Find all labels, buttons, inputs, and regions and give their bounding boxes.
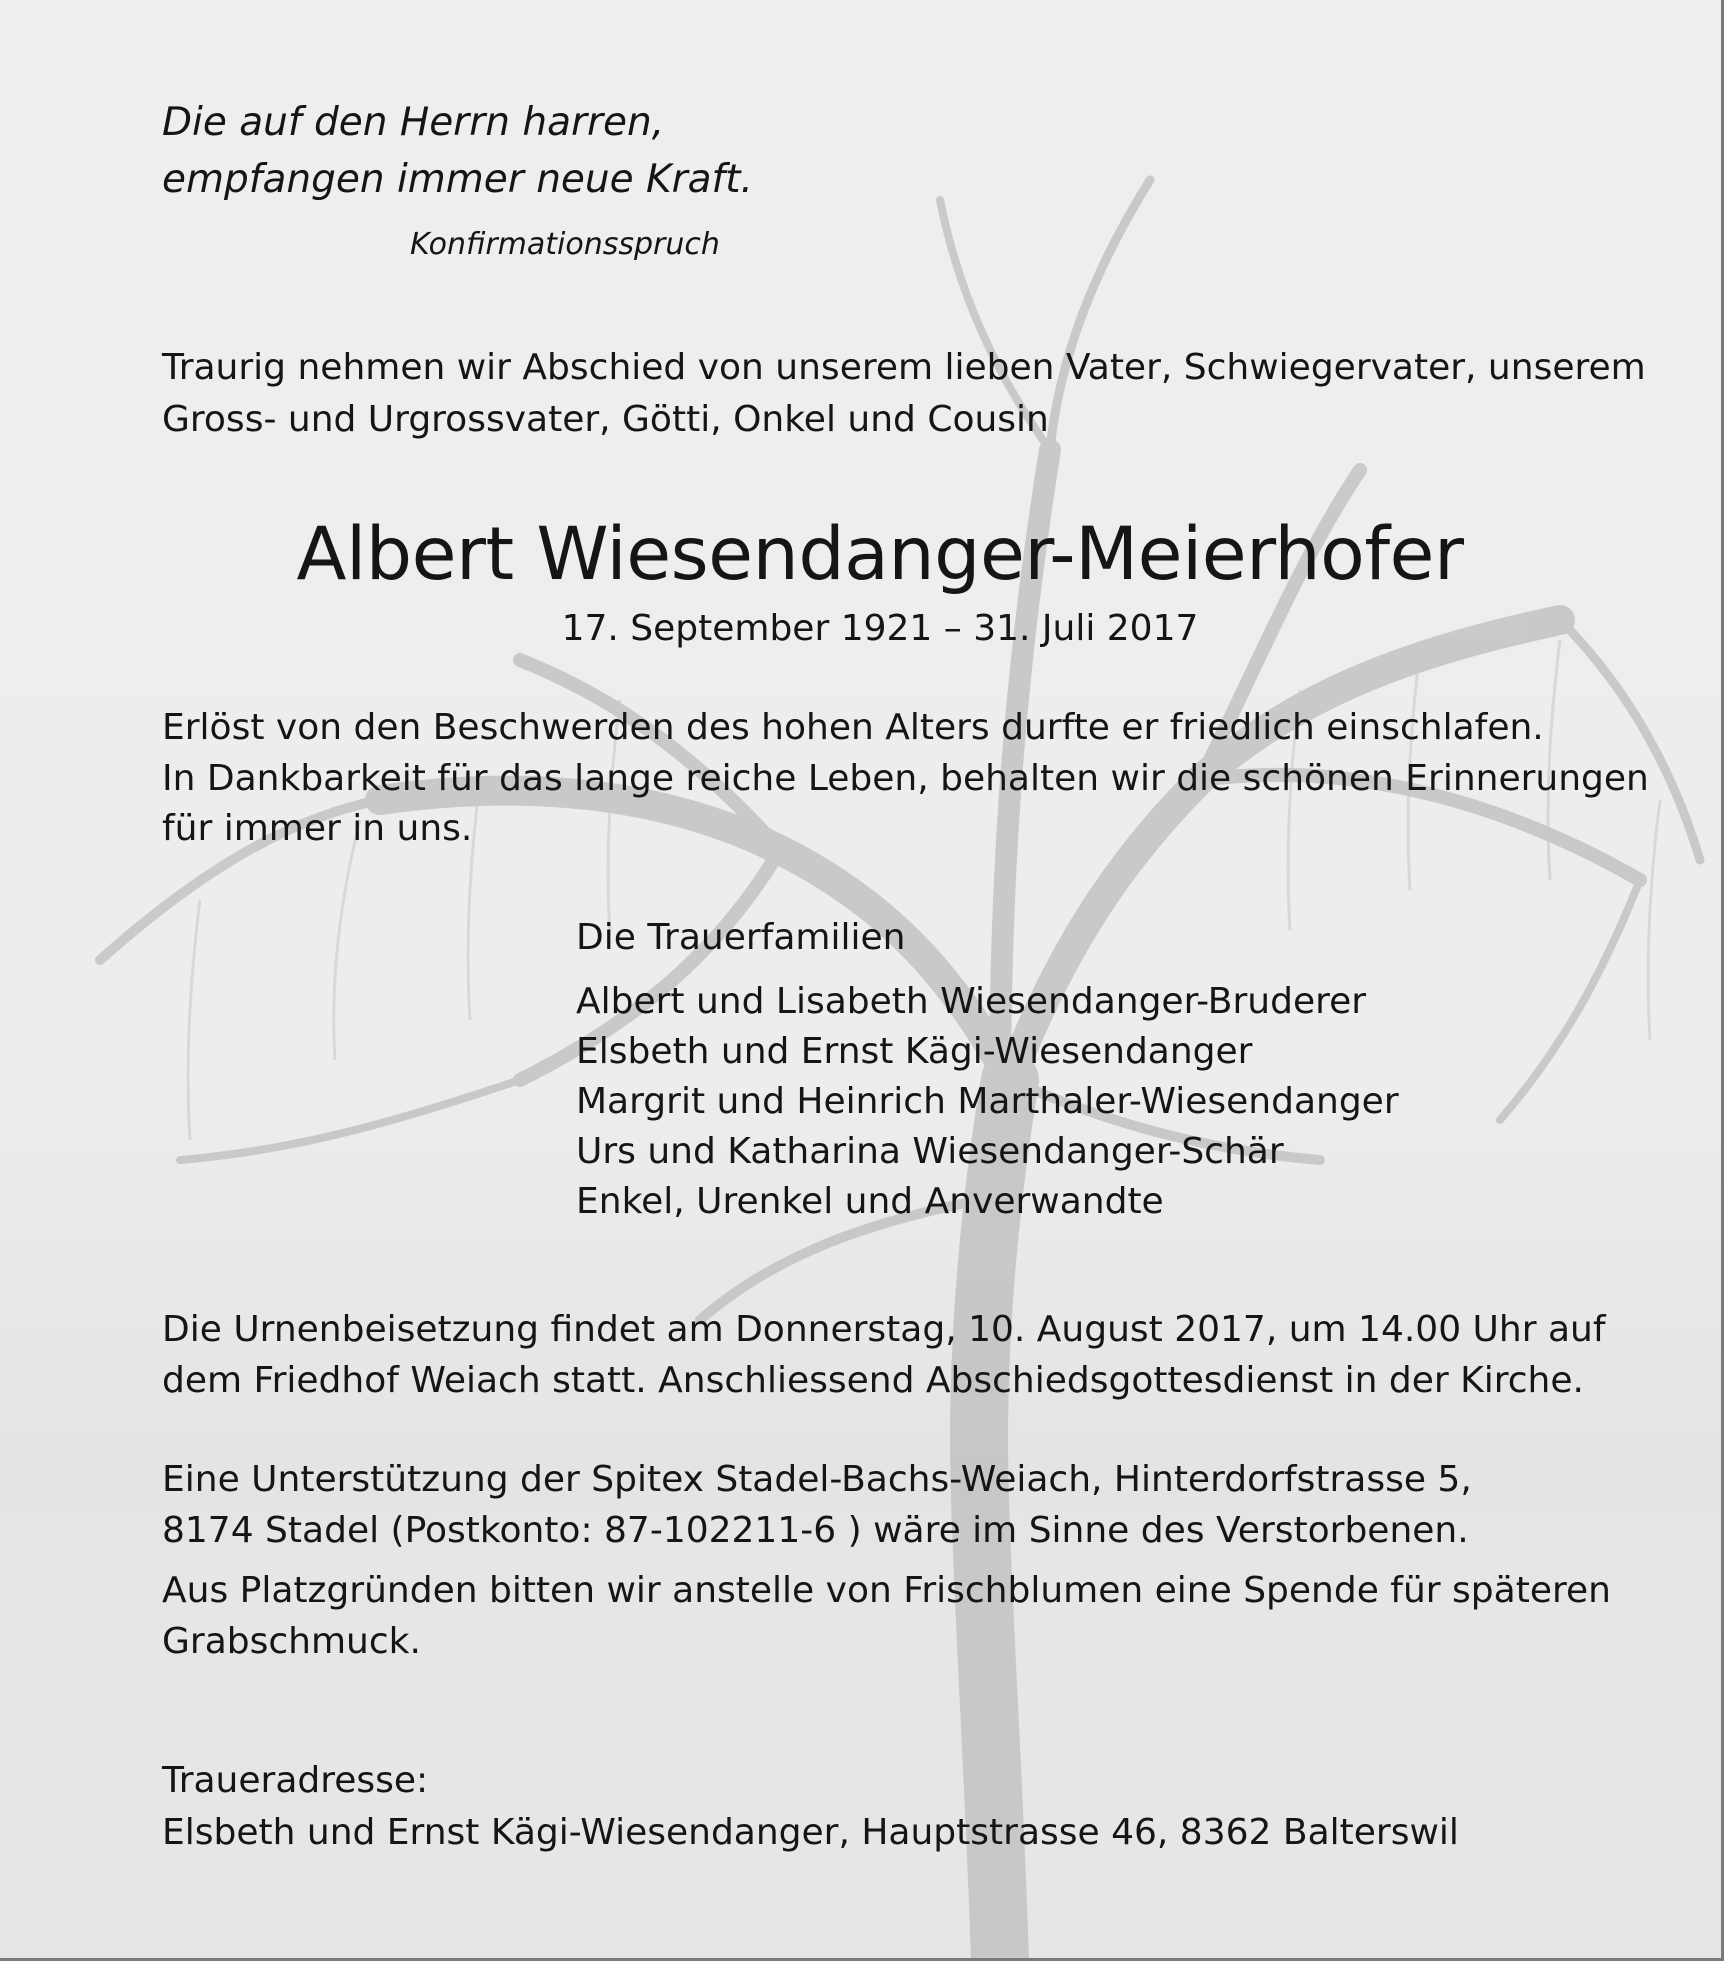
message-line-2: In Dankbarkeit für das lange reiche Leben, behalten wir die schönen Erinnerungen	[162, 758, 1649, 799]
motto-source: Konfirmationsspruch	[410, 227, 720, 262]
message-line-1: Erlöst von den Beschwerden des hohen Alters durfte er friedlich einschlafen.	[162, 707, 1544, 748]
donation-line-2: 8174 Stadel (Postkonto: 87-102211-6 ) wäre im Sinne des Verstorbenen.	[162, 1510, 1469, 1551]
motto-line-2: empfangen immer neue Kraft.	[162, 157, 753, 202]
family-member: Urs und Katharina Wiesendanger-Schär	[576, 1131, 1284, 1172]
family-member: Elsbeth und Ernst Kägi-Wiesendanger	[576, 1031, 1253, 1072]
ceremony-line-1: Die Urnenbeisetzung findet am Donnerstag, 10. August 2017, um 14.00 Uhr auf	[162, 1309, 1606, 1350]
family-member: Margrit und Heinrich Marthaler-Wiesendanger	[576, 1081, 1399, 1122]
address-label: Traueradresse:	[162, 1760, 429, 1801]
ceremony-line-2: dem Friedhof Weiach statt. Anschliessend Abschiedsgottesdienst in der Kirche.	[162, 1360, 1584, 1401]
address-value: Elsbeth und Ernst Kägi-Wiesendanger, Hauptstrasse 46, 8362 Balterswil	[162, 1812, 1459, 1853]
intro-line-2: Gross- und Urgrossvater, Götti, Onkel und Cousin	[162, 399, 1049, 440]
motto-line-1: Die auf den Herrn harren,	[162, 100, 665, 145]
life-dates: 17. September 1921 – 31. Juli 2017	[561, 608, 1199, 649]
donation-line-1: Eine Unterstützung der Spitex Stadel-Bachs-Weiach, Hinterdorfstrasse 5,	[162, 1459, 1472, 1500]
donation-line-4: Grabschmuck.	[162, 1621, 421, 1662]
deceased-name: Albert Wiesendanger-Meierhofer	[296, 512, 1464, 597]
intro-line-1: Traurig nehmen wir Abschied von unserem lieben Vater, Schwiegervater, unserem	[162, 347, 1646, 388]
family-member: Albert und Lisabeth Wiesendanger-Bruderer	[576, 981, 1367, 1022]
donation-line-3: Aus Platzgründen bitten wir anstelle von Frischblumen eine Spende für späteren	[162, 1570, 1611, 1611]
message-line-3: für immer in uns.	[162, 808, 473, 849]
family-member: Enkel, Urenkel und Anverwandte	[576, 1181, 1164, 1222]
families-heading: Die Trauerfamilien	[576, 917, 906, 958]
